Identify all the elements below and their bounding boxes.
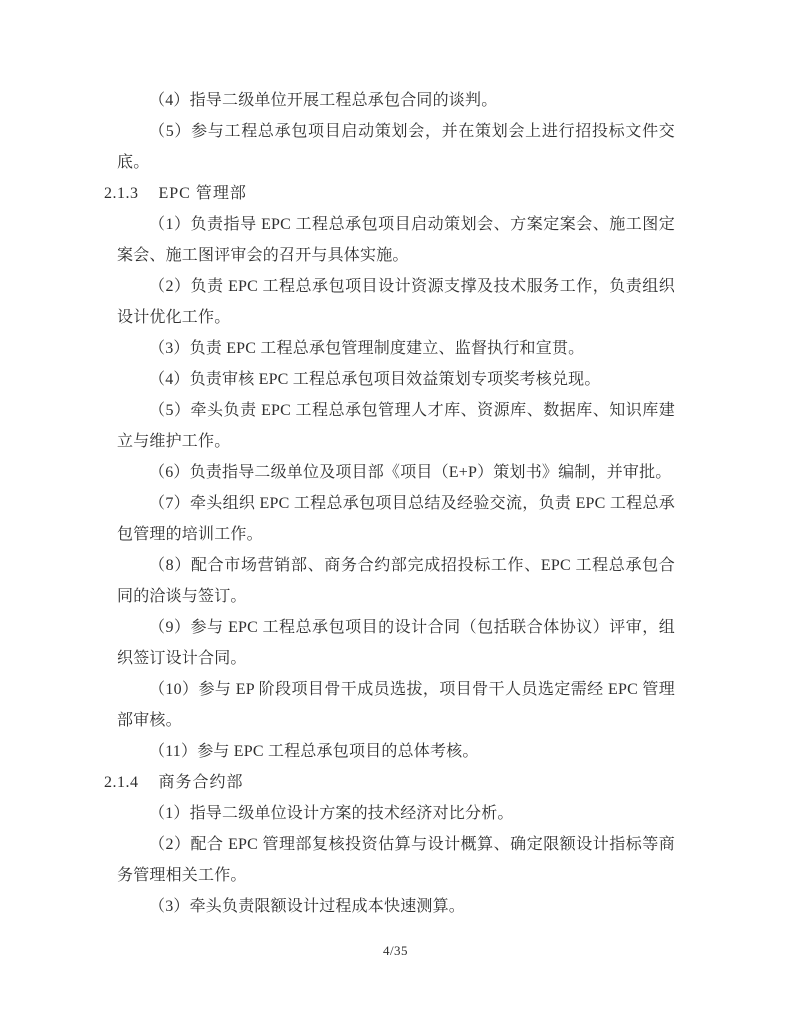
paragraph-item: （4）负责审核 EPC 工程总承包项目效益策划专项奖考核兑现。 (149, 371, 601, 388)
document-body (104, 85, 675, 922)
paragraph-item: （1）指导二级单位设计方案的技术经济对比分析。 (149, 805, 514, 822)
paragraph-item: （2）负责 EPC 工程总承包项目设计资源支撑及技术服务工作，负责组织设计优化工作。 (117, 278, 675, 326)
paragraph-item: （1）负责指导 EPC 工程总承包项目启动策划会、方案定案会、施工图定案会、施工图评审会的召开与具体实施。 (117, 216, 675, 264)
paragraph-item: （6）负责指导二级单位及项目部《项目（E+P）策划书》编制，并审批。 (149, 464, 672, 481)
paragraph-item: （4）指导二级单位开展工程总承包合同的谈判。 (149, 92, 498, 109)
paragraph-item: （3）负责 EPC 工程总承包管理制度建立、监督执行和宣贯。 (149, 340, 585, 357)
page-footer (0, 942, 791, 960)
paragraph-item: （9）参与 EPC 工程总承包项目的设计合同（包括联合体协议）评审，组织签订设计合同。 (117, 619, 675, 667)
paragraph-item: （8）配合市场营销部、商务合约部完成招投标工作、EPC 工程总承包合同的洽谈与签订。 (117, 557, 675, 605)
paragraph-item: （3）牵头负责限额设计过程成本快速测算。 (149, 898, 466, 915)
section-number: 2.1.3 (104, 185, 139, 202)
paragraph-item: （2）配合 EPC 管理部复核投资估算与设计概算、确定限额设计指标等商务管理相关工作。 (117, 836, 675, 884)
paragraph-item: （7）牵头组织 EPC 工程总承包项目总结及经验交流，负责 EPC 工程总承包管理的培训工作。 (117, 495, 675, 543)
section-number: 2.1.4 (104, 774, 139, 791)
section-heading (104, 178, 675, 209)
paragraph-item: （10）参与 EP 阶段项目骨干成员选拔，项目骨干人员选定需经 EPC 管理部审核。 (117, 681, 675, 729)
paragraph-item: （11）参与 EPC 工程总承包项目的总体考核。 (149, 743, 479, 760)
paragraph-item: （5）参与工程总承包项目启动策划会，并在策划会上进行招投标文件交底。 (117, 123, 675, 171)
section-heading (104, 767, 675, 798)
section-title: 商务合约部 (158, 774, 244, 791)
page-number: 4/35 (382, 943, 409, 958)
paragraph-item: （5）牵头负责 EPC 工程总承包管理人才库、资源库、数据库、知识库建立与维护工作。 (117, 402, 675, 450)
section-title: EPC 管理部 (158, 185, 247, 202)
